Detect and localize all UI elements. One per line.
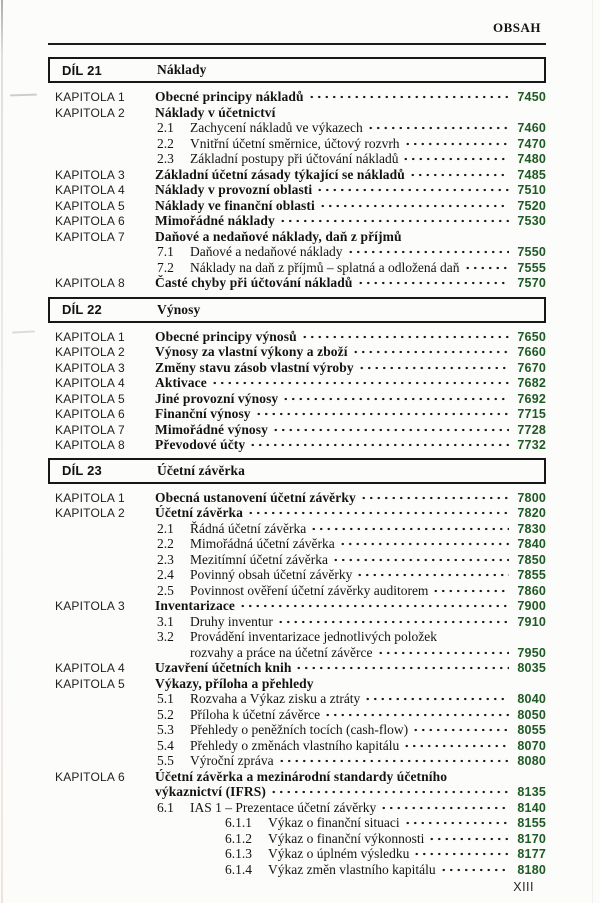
- chapter-label: KAPITOLA 5: [55, 676, 125, 691]
- chapter-label: KAPITOLA 6: [55, 407, 125, 421]
- entry-content: [155, 645, 546, 661]
- entry-number: 6.1: [157, 799, 174, 815]
- entry-title: Povinnost ověření účetní závěrky auditorem: [190, 582, 429, 598]
- page-number-ref: 8180: [517, 862, 546, 877]
- toc-entry: [48, 676, 546, 692]
- chapter-label: KAPITOLA 2: [55, 506, 125, 520]
- entry-content: [155, 583, 546, 599]
- entry-number: 3.1: [157, 613, 174, 629]
- page-number-ref: 7470: [517, 136, 546, 151]
- entry-title: Základní postupy při účtování nákladů: [190, 151, 399, 166]
- part-heading-box: [48, 297, 546, 323]
- toc-entry: [48, 391, 546, 407]
- entry-content: [155, 244, 546, 260]
- leader-dots: [412, 722, 509, 738]
- toc-entry: [48, 329, 546, 345]
- header-rule: [48, 43, 546, 45]
- leader-dots: [308, 89, 509, 105]
- toc-subentry: [48, 846, 546, 862]
- toc-entry: [48, 344, 546, 360]
- section-dil-21: [48, 57, 546, 291]
- leader-dots: [324, 707, 509, 723]
- toc-subentry: [48, 536, 546, 552]
- entry-number: 6.1.1: [225, 815, 252, 830]
- entry-title: Výkazy, příloha a přehledy: [155, 675, 314, 691]
- toc-entry: [48, 406, 546, 422]
- page-number-ref: 7692: [517, 391, 546, 406]
- entry-number: 7.2: [157, 259, 174, 275]
- entry-title: Obecná ustanovení účetní závěrky: [155, 489, 356, 505]
- scan-smudge: [10, 94, 37, 97]
- entry-title: Účetní závěrka: [155, 505, 243, 520]
- entry-content: [155, 800, 546, 816]
- entry-title: Rozvaha a Výkaz zisku a ztráty: [190, 691, 361, 706]
- leader-dots: [413, 846, 509, 862]
- chapter-label: KAPITOLA 1: [55, 90, 125, 104]
- entry-content: [155, 567, 546, 583]
- toc-subentry: [48, 151, 546, 167]
- entry-title: Mimořádné náklady: [155, 213, 275, 228]
- chapter-label: KAPITOLA 1: [55, 490, 125, 505]
- toc-subentry: [48, 136, 546, 152]
- page-number-ref: 7860: [517, 583, 546, 598]
- entry-content: [155, 89, 546, 105]
- toc-entry: [48, 422, 546, 438]
- entry-title: Řádná účetní závěrka: [190, 520, 307, 536]
- leader-dots: [247, 505, 509, 521]
- entry-title: rozvahy a práce na účetní závěrce: [190, 644, 373, 660]
- entry-content: [155, 329, 546, 345]
- leader-dots: [409, 167, 509, 183]
- leader-dots: [402, 151, 509, 167]
- entry-content: [155, 136, 546, 152]
- leader-dots: [464, 260, 509, 276]
- leader-dots: [270, 784, 509, 800]
- entry-number: 2.3: [157, 551, 174, 567]
- toc-entry-continuation: [48, 784, 546, 800]
- toc-subentry: [48, 722, 546, 738]
- leader-dots: [339, 536, 509, 552]
- leader-dots: [352, 344, 509, 360]
- entry-title: Uzavření účetních knih: [155, 660, 292, 675]
- entry-content: [155, 275, 546, 291]
- page-number-ref: 7460: [517, 121, 546, 135]
- page-number-ref: 7570: [517, 276, 546, 290]
- entry-title: Příloha k účetní závěrce: [190, 706, 321, 722]
- page-number-ref: 7840: [517, 537, 546, 551]
- leader-dots: [211, 375, 509, 391]
- entry-number: 6.1.2: [225, 830, 252, 846]
- entry-title: Mezitímní účetní závěrka: [190, 551, 328, 567]
- chapter-label: KAPITOLA 3: [55, 167, 125, 182]
- entry-title: IAS 1 – Prezentace účetní závěrky: [190, 799, 377, 815]
- chapter-label: KAPITOLA 8: [55, 276, 125, 290]
- scan-smudge: [12, 330, 35, 333]
- page-number-ref: 7485: [517, 167, 546, 182]
- entry-title: Změny stavu zásob vlastní výroby: [155, 359, 354, 375]
- chapter-label: KAPITOLA 5: [55, 391, 125, 406]
- entry-number: 7.1: [157, 244, 174, 259]
- entry-number: 2.3: [157, 151, 174, 166]
- page-number-ref: 7728: [517, 422, 546, 437]
- section-dil-22: [48, 297, 546, 453]
- toc-entry: [48, 198, 546, 214]
- toc-entry: [48, 660, 546, 676]
- leader-dots: [279, 213, 509, 229]
- chapter-label: KAPITOLA 6: [55, 769, 125, 784]
- entry-content: [155, 784, 546, 800]
- leader-dots: [358, 360, 509, 376]
- entry-title: Přehledy o změnách vlastního kapitálu: [190, 737, 400, 753]
- leader-dots: [277, 614, 509, 630]
- toc-entry: [48, 375, 546, 391]
- entry-number: 5.2: [157, 706, 174, 722]
- entry-title: Výkaz o úplném výsledku: [268, 846, 410, 861]
- page-number-ref: 7670: [517, 360, 546, 375]
- toc-subentry: [48, 753, 546, 769]
- entry-content: [155, 406, 546, 422]
- leader-dots: [295, 660, 509, 676]
- entry-number: 5.1: [157, 691, 174, 706]
- entry-title: Finanční výnosy: [155, 406, 251, 421]
- entry-content: [155, 182, 546, 198]
- page-number-ref: 7480: [517, 152, 546, 166]
- toc-entry: [48, 105, 546, 121]
- folio-page-number: XIII: [513, 880, 534, 894]
- page-number-ref: 8177: [517, 847, 546, 861]
- page-number-ref: 7820: [517, 506, 546, 520]
- toc-subentry: [48, 614, 546, 630]
- leader-dots: [282, 391, 509, 407]
- page-number-ref: 7660: [517, 345, 546, 359]
- entry-title: Převodové účty: [155, 437, 246, 452]
- part-label: DÍL 22: [62, 302, 102, 317]
- entry-content: [155, 105, 546, 121]
- entry-content: [155, 521, 546, 537]
- leader-dots: [364, 691, 509, 707]
- entry-title: Výkaz o finanční výkonnosti: [268, 830, 425, 846]
- entry-content: [155, 375, 546, 391]
- entry-content: [155, 722, 546, 738]
- entry-content: [155, 344, 546, 360]
- leader-dots: [380, 800, 509, 816]
- page-number-ref: 8055: [517, 723, 546, 737]
- entry-title: Daňové a nedaňové náklady, daň z příjmů: [155, 228, 402, 244]
- entry-content: [155, 198, 546, 214]
- entry-content: [155, 505, 546, 521]
- page-number-ref: 8035: [517, 661, 546, 675]
- entry-number: 2.5: [157, 582, 174, 598]
- entry-title: Výnosy za vlastní výkony a zboží: [155, 344, 348, 359]
- toc-subentry: [48, 552, 546, 568]
- leader-dots: [278, 753, 509, 769]
- entry-content: [155, 831, 546, 847]
- part-title: Náklady: [157, 62, 207, 77]
- part-title: Výnosy: [157, 301, 201, 317]
- entry-title: Daňové a nedaňové náklady: [190, 244, 343, 259]
- entry-content: [155, 691, 546, 707]
- toc-entry: [48, 182, 546, 198]
- entry-title: Náklady v účetnictví: [155, 104, 276, 120]
- entry-title: Druhy inventur: [190, 613, 273, 629]
- page-number-ref: 8140: [517, 800, 546, 815]
- entry-content: [155, 229, 546, 245]
- part-entries: [48, 490, 546, 878]
- toc-subentry: [48, 521, 546, 537]
- entry-title: Výkaz změn vlastního kapitálu: [268, 861, 436, 877]
- leader-dots: [332, 552, 509, 568]
- entry-title: Náklady ve finanční oblasti: [155, 197, 315, 213]
- entry-number: 5.3: [157, 722, 174, 737]
- entry-title: Provádění inventarizace jednotlivých položek: [190, 629, 438, 644]
- entry-title: Inventarizace: [155, 598, 236, 613]
- page-number-ref: 8135: [517, 785, 546, 799]
- leader-dots: [255, 406, 509, 422]
- chapter-label: KAPITOLA 7: [55, 422, 125, 437]
- page-number-ref: 7520: [517, 198, 546, 213]
- leader-dots: [403, 738, 509, 754]
- entry-number: 2.1: [157, 120, 174, 135]
- entry-number: 6.1.3: [225, 846, 252, 861]
- entry-title: Aktivace: [155, 375, 207, 390]
- page-number-ref: 7715: [517, 407, 546, 421]
- entry-content: [155, 629, 546, 645]
- toc-subentry: [48, 567, 546, 583]
- running-head: OBSAH: [492, 20, 541, 35]
- leader-dots: [239, 598, 509, 614]
- toc-subentry: [48, 244, 546, 260]
- entry-content: [155, 360, 546, 376]
- entry-content: [155, 422, 546, 438]
- entry-title: Výroční zpráva: [190, 753, 274, 768]
- leader-dots: [432, 583, 509, 599]
- page-number-ref: 7682: [517, 376, 546, 390]
- entry-number: 6.1.4: [225, 861, 252, 877]
- page-number-ref: 8170: [517, 831, 546, 846]
- chapter-label: KAPITOLA 4: [55, 183, 125, 197]
- entry-content: [155, 213, 546, 229]
- part-entries: [48, 329, 546, 453]
- leader-dots: [367, 120, 509, 136]
- entry-content: [155, 151, 546, 167]
- toc-entry: [48, 89, 546, 105]
- entry-content: [155, 260, 546, 276]
- toc-subentry: [48, 583, 546, 599]
- entry-title: Povinný obsah účetní závěrky: [190, 567, 353, 582]
- page-number-ref: 7800: [517, 490, 546, 505]
- entry-content: [155, 769, 546, 785]
- entry-content: [155, 536, 546, 552]
- chapter-label: KAPITOLA 2: [55, 105, 125, 120]
- entry-title: Obecné principy nákladů: [155, 89, 304, 104]
- toc-entry: [48, 167, 546, 183]
- toc-entry: [48, 490, 546, 506]
- page-number-ref: 7550: [517, 245, 546, 259]
- leader-dots: [440, 862, 509, 878]
- leader-dots: [249, 437, 509, 453]
- page-number-ref: 7650: [517, 329, 546, 344]
- entry-number: 2.2: [157, 536, 174, 551]
- chapter-label: KAPITOLA 2: [55, 345, 125, 359]
- leader-dots: [356, 567, 509, 583]
- leader-dots: [272, 422, 509, 438]
- leader-dots: [377, 645, 509, 661]
- toc-subentry: [48, 831, 546, 847]
- entry-content: [155, 676, 546, 692]
- toc-entry: [48, 275, 546, 291]
- entry-title: Náklady v provozní oblasti: [155, 182, 313, 197]
- entry-number: 5.5: [157, 753, 174, 768]
- page-number-ref: 7900: [517, 599, 546, 613]
- page-number-ref: 7830: [517, 521, 546, 536]
- toc-entry: [48, 229, 546, 245]
- leader-dots: [347, 244, 509, 260]
- chapter-label: KAPITOLA 6: [55, 214, 125, 228]
- page-number-ref: 8155: [517, 816, 546, 830]
- entry-content: [155, 738, 546, 754]
- toc-subentry: [48, 815, 546, 831]
- part-label: DÍL 21: [62, 62, 102, 78]
- entry-content: [155, 614, 546, 630]
- page-number-ref: 7732: [517, 438, 546, 452]
- entry-content: [155, 120, 546, 136]
- chapter-label: KAPITOLA 3: [55, 599, 125, 613]
- page-number-ref: 8040: [517, 692, 546, 706]
- page-number-ref: 8070: [517, 738, 546, 753]
- entry-number: 3.2: [157, 629, 174, 644]
- toc-subentry: [48, 862, 546, 878]
- chapter-label: KAPITOLA 4: [55, 661, 125, 675]
- entry-title: Přehledy o peněžních tocích (cash-flow): [190, 722, 409, 737]
- toc-entry-continuation: [48, 645, 546, 661]
- toc-entry: [48, 437, 546, 453]
- entry-title: Mimořádné výnosy: [155, 421, 268, 437]
- page-number-ref: 7855: [517, 568, 546, 582]
- page-number-ref: 7555: [517, 260, 546, 275]
- toc-entry: [48, 505, 546, 521]
- chapter-label: KAPITOLA 4: [55, 376, 125, 390]
- entry-content: [155, 391, 546, 407]
- entry-title: Výkaz o finanční situaci: [268, 815, 400, 830]
- part-heading-box: [48, 57, 546, 83]
- entry-content: [155, 753, 546, 769]
- entry-content: [155, 167, 546, 183]
- entry-title: Účetní závěrka a mezinárodní standardy účetního: [155, 768, 448, 784]
- entry-title: Mimořádná účetní závěrka: [190, 536, 335, 551]
- part-entries: [48, 89, 546, 291]
- entry-content: [155, 552, 546, 568]
- toc-subentry: [48, 120, 546, 136]
- chapter-label: KAPITOLA 7: [55, 229, 125, 244]
- toc-entry: [48, 598, 546, 614]
- entry-content: [155, 846, 546, 862]
- page-number-ref: 7910: [517, 614, 546, 629]
- page-number-ref: 7950: [517, 645, 546, 660]
- entry-title: Vnitřní účetní směrnice, účtový rozvrh: [190, 135, 400, 151]
- chapter-label: KAPITOLA 3: [55, 360, 125, 375]
- toc-content: [48, 0, 546, 877]
- entry-content: [155, 862, 546, 878]
- part-title: Účetní závěrka: [157, 462, 245, 478]
- entry-title: výkaznictví (IFRS): [155, 784, 266, 799]
- toc-subentry: [48, 738, 546, 754]
- part-heading-box: [48, 458, 546, 484]
- entry-number: 2.2: [157, 135, 174, 151]
- entry-content: [155, 598, 546, 614]
- entry-number: 5.4: [157, 737, 174, 753]
- entry-title: Jiné provozní výnosy: [155, 390, 279, 406]
- chapter-label: KAPITOLA 5: [55, 198, 125, 213]
- leader-dots: [301, 329, 509, 345]
- page-number-ref: 8080: [517, 754, 546, 768]
- toc-entry: [48, 213, 546, 229]
- entry-content: [155, 490, 546, 506]
- entry-number: 2.1: [157, 520, 174, 536]
- toc-entry: [48, 360, 546, 376]
- entry-title: Obecné principy výnosů: [155, 328, 297, 344]
- entry-title: Náklady na daň z příjmů – splatná a odložená daň: [190, 259, 460, 275]
- part-label: DÍL 23: [62, 463, 102, 478]
- toc-subentry: [48, 800, 546, 816]
- page-number-ref: 7850: [517, 552, 546, 567]
- entry-title: Časté chyby při účtování nákladů: [155, 275, 353, 290]
- chapter-label: KAPITOLA 8: [55, 438, 125, 452]
- page-number-ref: 7450: [517, 90, 546, 104]
- toc-subentry: [48, 260, 546, 276]
- paper-edge-left: [1, 0, 3, 903]
- section-dil-23: [48, 458, 546, 878]
- entry-content: [155, 437, 546, 453]
- toc-subentry: [48, 629, 546, 645]
- paper-edge-right: [592, 0, 593, 903]
- page-number-ref: 7510: [517, 183, 546, 197]
- toc-entry: [48, 769, 546, 785]
- toc-subentry: [48, 691, 546, 707]
- page-number-ref: 8050: [517, 707, 546, 722]
- leader-dots: [404, 136, 509, 152]
- leader-dots: [428, 831, 509, 847]
- leader-dots: [310, 521, 509, 537]
- leader-dots: [319, 198, 509, 214]
- entry-title: Základní účetní zásady týkající se nákladů: [155, 166, 405, 182]
- entry-number: 2.4: [157, 567, 174, 582]
- leader-dots: [360, 490, 509, 506]
- leader-dots: [404, 815, 509, 831]
- leader-dots: [357, 275, 510, 291]
- chapter-label: KAPITOLA 1: [55, 329, 125, 344]
- entry-title: Zachycení nákladů ve výkazech: [190, 120, 363, 135]
- entry-content: [155, 815, 546, 831]
- leader-dots: [316, 182, 509, 198]
- toc-subentry: [48, 707, 546, 723]
- entry-content: [155, 707, 546, 723]
- entry-content: [155, 660, 546, 676]
- page-number-ref: 7530: [517, 214, 546, 228]
